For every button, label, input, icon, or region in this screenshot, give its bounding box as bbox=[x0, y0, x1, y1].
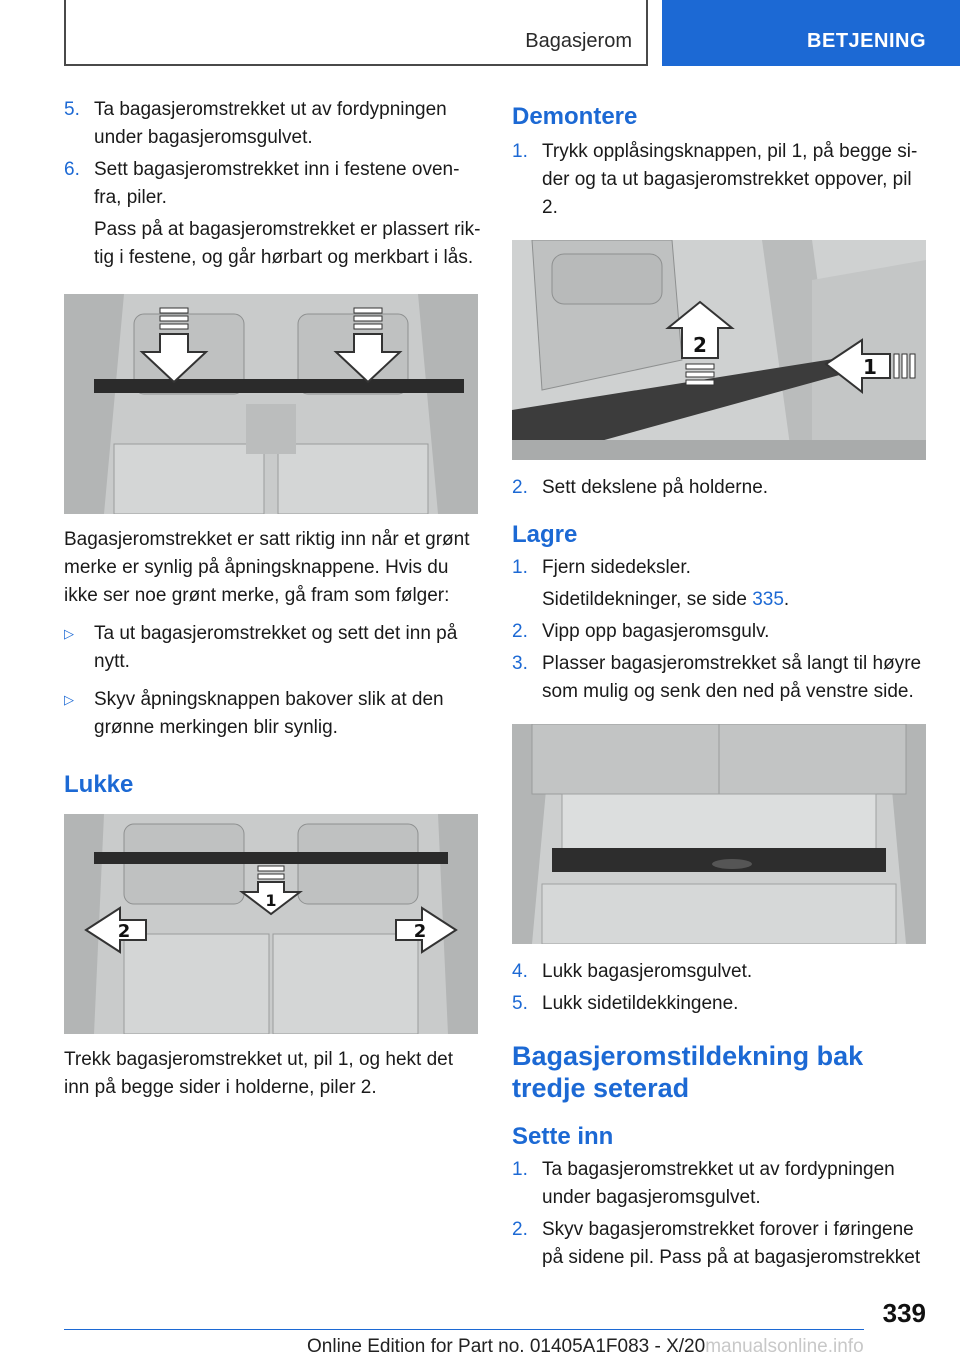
bullet-item bbox=[64, 686, 482, 742]
step-2 bbox=[512, 474, 928, 502]
note-suffix: . bbox=[783, 589, 790, 610]
arrow-label: 1 bbox=[265, 891, 277, 910]
caption-lukke: Trekk bagasjeromstrekket ut, pil 1, og hekt det inn på begge sider i holderne, piler 2. bbox=[64, 1049, 453, 1098]
step-1 bbox=[512, 138, 928, 222]
page-reference-link[interactable]: 335 bbox=[752, 589, 784, 610]
step-text: Trykk opplåsingsknappen, pil 1, på begge si-der og ta ut bagasjeromstrekket oppover, pil 2. bbox=[542, 141, 918, 218]
step-number: 2. bbox=[512, 477, 528, 498]
bullet-arrow-icon: ▷ bbox=[64, 626, 74, 641]
header-chapter-tab bbox=[662, 0, 960, 66]
step-number: 2. bbox=[512, 621, 528, 642]
step-2 bbox=[512, 1216, 928, 1272]
left-column bbox=[64, 96, 482, 1102]
figure-cover-install bbox=[64, 294, 478, 514]
right-column bbox=[512, 96, 928, 1276]
step-number: 5. bbox=[512, 993, 528, 1014]
heading-lukke: Lukke bbox=[64, 771, 134, 798]
bullet-text: Skyv åpningsknappen bakover slik at den grønne merkingen blir synlig. bbox=[94, 689, 444, 738]
bullet-item bbox=[64, 620, 482, 676]
step-number: 4. bbox=[512, 961, 528, 982]
step-text: Vipp opp bagasjeromsgulv. bbox=[542, 621, 770, 642]
step-number: 3. bbox=[512, 653, 528, 674]
header-section-title: Bagasjerom bbox=[525, 30, 632, 52]
step-number: 1. bbox=[512, 1159, 528, 1180]
page-number: 339 bbox=[882, 1298, 926, 1328]
arrow-label: 2 bbox=[693, 333, 707, 357]
step-1 bbox=[512, 554, 928, 582]
heading-sette-inn: Sette inn bbox=[512, 1123, 614, 1150]
figure-cover-stow bbox=[512, 724, 926, 944]
header-chapter-title: BETJENING bbox=[807, 30, 926, 52]
figure-cover-remove bbox=[512, 240, 926, 460]
step-6 bbox=[64, 156, 482, 212]
bullet-arrow-icon: ▷ bbox=[64, 692, 74, 707]
step-2 bbox=[512, 618, 928, 646]
step-text: Lukk sidetildekkingene. bbox=[542, 993, 739, 1014]
para-green-mark: Bagasjeromstrekket er satt riktig inn når et grønt merke er synlig på åpningsknappene. Hvis du ikke ser noe grønt merke, gå fram som følger: bbox=[64, 529, 470, 606]
footer-edition-text: Online Edition for Part no. 01405A1F083 - X/20 bbox=[307, 1336, 706, 1357]
step-text: Sett dekslene på holderne. bbox=[542, 477, 769, 498]
step-1 bbox=[512, 1156, 928, 1212]
step-6-note: Pass på at bagasjeromstrekket er plassert rik-tig i festene, og går hørbart og merkbart i lås. bbox=[94, 219, 481, 268]
heading-demontere: Demontere bbox=[512, 103, 638, 130]
arrow-label: 1 bbox=[863, 355, 877, 379]
step-4 bbox=[512, 958, 928, 986]
step-1-note bbox=[512, 586, 928, 614]
heading-section-third-row: Bagasjeromstildekning bak tredje seterad bbox=[512, 1041, 864, 1103]
bullet-text: Ta ut bagasjeromstrekket og sett det inn på nytt. bbox=[94, 623, 458, 672]
step-text: Ta bagasjeromstrekket ut av fordypningen under bagasjeromsgulvet. bbox=[542, 1159, 895, 1208]
header-section-box bbox=[64, 0, 648, 66]
step-3 bbox=[512, 650, 928, 706]
step-number: 1. bbox=[512, 141, 528, 162]
step-text: Lukk bagasjeromsgulvet. bbox=[542, 961, 753, 982]
step-number: 5. bbox=[64, 99, 80, 120]
figure-cover-close bbox=[64, 814, 478, 1034]
step-text: Fjern sidedeksler. bbox=[542, 557, 691, 578]
arrow-label: 2 bbox=[413, 921, 427, 942]
step-number: 2. bbox=[512, 1219, 528, 1240]
footer-edition bbox=[307, 1336, 864, 1358]
footer-watermark: manualsonline.info bbox=[705, 1336, 864, 1357]
footer-divider bbox=[64, 1329, 864, 1330]
heading-lagre: Lagre bbox=[512, 521, 578, 548]
arrow-label: 2 bbox=[117, 921, 131, 942]
step-5 bbox=[512, 990, 928, 1018]
step-text: Skyv bagasjeromstrekket forover i føringene på sidene pil. Pass på at bagasjeromstrekket bbox=[542, 1219, 921, 1268]
step-number: 1. bbox=[512, 557, 528, 578]
step-text: Plasser bagasjeromstrekket så langt til høyre som mulig og senk den ned på venstre side. bbox=[542, 653, 922, 702]
step-text: Ta bagasjeromstrekket ut av fordypningen under bagasjeromsgulvet. bbox=[94, 99, 447, 148]
step-number: 6. bbox=[64, 159, 80, 180]
step-text: Sett bagasjeromstrekket inn i festene oven-fra, piler. bbox=[94, 159, 460, 208]
note-text: Sidetildekninger, se side bbox=[542, 589, 753, 610]
step-5 bbox=[64, 96, 482, 152]
